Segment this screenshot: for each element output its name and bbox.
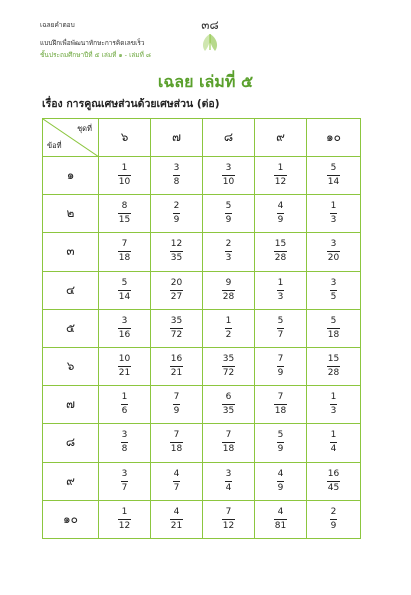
fraction — [118, 239, 131, 264]
numerator: 16 — [327, 468, 340, 479]
fraction-bar — [225, 481, 233, 482]
answer-cell — [255, 347, 307, 385]
table-corner-cell — [43, 119, 99, 157]
fraction — [330, 430, 338, 455]
fraction — [170, 278, 183, 303]
numerator: 3 — [330, 239, 337, 250]
numerator: 2 — [225, 239, 232, 250]
row-header: ๑๐ — [43, 500, 99, 538]
answer-cell — [307, 233, 361, 271]
numerator: 7 — [173, 430, 180, 441]
fraction — [274, 392, 287, 417]
fraction — [330, 507, 338, 532]
denominator: 21 — [170, 520, 183, 531]
fraction — [170, 354, 183, 379]
denominator: 4 — [225, 482, 232, 493]
row-header: ๗ — [43, 386, 99, 424]
fraction — [277, 430, 285, 455]
denominator: 9 — [277, 368, 284, 379]
fraction — [173, 201, 181, 226]
answer-cell — [255, 157, 307, 195]
numerator: 3 — [173, 163, 180, 174]
fraction — [170, 239, 183, 264]
fraction-bar — [173, 213, 181, 214]
answer-table — [42, 118, 361, 539]
denominator: 15 — [118, 215, 131, 226]
fraction — [225, 316, 233, 341]
fraction-bar — [170, 519, 183, 520]
corner-item-label: ข้อที่ — [47, 141, 62, 150]
answer-cell — [203, 500, 255, 538]
numerator: 15 — [327, 354, 340, 365]
fraction — [277, 354, 285, 379]
fraction-bar — [222, 519, 235, 520]
fraction — [327, 239, 340, 264]
numerator: 1 — [277, 163, 284, 174]
fraction-bar — [118, 366, 131, 367]
table-row — [43, 500, 361, 538]
numerator: 3 — [330, 277, 337, 288]
denominator: 4 — [330, 444, 337, 455]
answer-cell — [307, 386, 361, 424]
answer-cell — [307, 271, 361, 309]
fraction — [173, 392, 181, 417]
numerator: 3 — [121, 430, 128, 441]
answer-cell — [151, 386, 203, 424]
fraction — [274, 163, 287, 188]
numerator: 7 — [173, 392, 180, 403]
denominator: 7 — [121, 482, 128, 493]
table-row — [43, 309, 361, 347]
denominator: 72 — [170, 329, 183, 340]
answer-cell — [99, 462, 151, 500]
fraction — [118, 354, 131, 379]
answer-cell — [151, 157, 203, 195]
fraction-bar — [118, 251, 131, 252]
fraction-bar — [173, 481, 181, 482]
numerator: 2 — [173, 201, 180, 212]
numerator: 1 — [277, 277, 284, 288]
fraction — [121, 392, 129, 417]
denominator: 18 — [170, 444, 183, 455]
fraction — [222, 507, 235, 532]
fraction-bar — [277, 290, 285, 291]
denominator: 20 — [327, 253, 340, 264]
denominator: 28 — [274, 253, 287, 264]
row-header: ๘ — [43, 424, 99, 462]
numerator: 3 — [121, 468, 128, 479]
fraction — [277, 316, 285, 341]
fraction-bar — [330, 442, 338, 443]
denominator: 3 — [330, 406, 337, 417]
answer-cell — [151, 462, 203, 500]
fraction-bar — [225, 251, 233, 252]
denominator: 18 — [118, 253, 131, 264]
numerator: 8 — [121, 201, 128, 212]
fraction-bar — [274, 251, 287, 252]
numerator: 3 — [225, 468, 232, 479]
fraction-bar — [118, 328, 131, 329]
fraction-bar — [173, 175, 181, 176]
denominator: 9 — [225, 215, 232, 226]
column-header-set-10: ๑๐ — [307, 119, 361, 157]
fraction — [170, 507, 183, 532]
answer-cell — [307, 424, 361, 462]
answer-cell — [151, 347, 203, 385]
fraction-bar — [274, 175, 287, 176]
numerator: 1 — [330, 201, 337, 212]
numerator: 5 — [330, 163, 337, 174]
denominator: 5 — [330, 291, 337, 302]
fraction-bar — [170, 290, 183, 291]
fraction — [118, 278, 131, 303]
fraction — [327, 354, 340, 379]
fraction-bar — [330, 213, 338, 214]
numerator: 5 — [121, 277, 128, 288]
fraction — [327, 163, 340, 188]
answer-cell — [99, 347, 151, 385]
numerator: 12 — [170, 239, 183, 250]
answer-cell — [307, 347, 361, 385]
numerator: 16 — [170, 354, 183, 365]
fraction — [225, 239, 233, 264]
fraction-bar — [222, 442, 235, 443]
denominator: 21 — [170, 368, 183, 379]
fraction-bar — [118, 290, 131, 291]
numerator: 1 — [225, 315, 232, 326]
denominator: 21 — [118, 368, 131, 379]
answer-cell — [99, 271, 151, 309]
table-row — [43, 233, 361, 271]
fraction-bar — [170, 328, 183, 329]
denominator: 14 — [327, 177, 340, 188]
fraction — [173, 163, 181, 188]
denominator: 10 — [222, 177, 235, 188]
denominator: 3 — [330, 215, 337, 226]
fraction — [118, 201, 131, 226]
row-header: ๔ — [43, 271, 99, 309]
numerator: 1 — [330, 430, 337, 441]
fraction-bar — [222, 404, 235, 405]
answer-cell — [99, 386, 151, 424]
denominator: 72 — [222, 368, 235, 379]
answer-cell — [255, 195, 307, 233]
answer-cell — [255, 309, 307, 347]
answer-cell — [255, 271, 307, 309]
numerator: 5 — [277, 315, 284, 326]
denominator: 18 — [222, 444, 235, 455]
fraction-bar — [170, 251, 183, 252]
numerator: 1 — [121, 506, 128, 517]
numerator: 1 — [330, 392, 337, 403]
answer-cell — [255, 462, 307, 500]
row-header: ๒ — [43, 195, 99, 233]
numerator: 7 — [225, 430, 232, 441]
denominator: 9 — [173, 215, 180, 226]
fraction-bar — [327, 175, 340, 176]
denominator: 35 — [222, 406, 235, 417]
fraction — [121, 430, 129, 455]
numerator: 5 — [330, 315, 337, 326]
numerator: 4 — [277, 468, 284, 479]
fraction — [327, 316, 340, 341]
numerator: 4 — [173, 468, 180, 479]
numerator: 35 — [222, 354, 235, 365]
fraction — [222, 430, 235, 455]
fraction — [330, 392, 338, 417]
fraction-bar — [118, 175, 131, 176]
denominator: 10 — [118, 177, 131, 188]
answer-cell — [307, 157, 361, 195]
fraction-bar — [330, 290, 338, 291]
answer-cell — [203, 233, 255, 271]
table-header-row — [43, 119, 361, 157]
numerator: 35 — [170, 315, 183, 326]
denominator: 45 — [327, 482, 340, 493]
page-number-badge — [191, 12, 229, 52]
table-row — [43, 157, 361, 195]
fraction — [118, 316, 131, 341]
answer-cell — [151, 233, 203, 271]
answer-cell — [151, 195, 203, 233]
answer-cell — [99, 195, 151, 233]
numerator: 3 — [225, 163, 232, 174]
fraction — [222, 278, 235, 303]
answer-cell — [151, 500, 203, 538]
fraction — [274, 507, 287, 532]
answer-cell — [151, 424, 203, 462]
answer-cell — [203, 195, 255, 233]
column-header-set-8: ๘ — [203, 119, 255, 157]
fraction-bar — [225, 213, 233, 214]
numerator: 15 — [274, 239, 287, 250]
fraction-bar — [330, 519, 338, 520]
fraction-bar — [222, 366, 235, 367]
fraction-bar — [277, 366, 285, 367]
table-row — [43, 462, 361, 500]
numerator: 7 — [121, 239, 128, 250]
answer-cell — [203, 309, 255, 347]
answer-cell — [99, 233, 151, 271]
answer-cell — [307, 462, 361, 500]
answer-cell — [151, 271, 203, 309]
fraction-bar — [274, 519, 287, 520]
denominator: 28 — [327, 368, 340, 379]
numerator: 7 — [277, 392, 284, 403]
numerator: 20 — [170, 277, 183, 288]
denominator: 9 — [277, 482, 284, 493]
answer-cell — [203, 386, 255, 424]
numerator: 6 — [225, 392, 232, 403]
fraction-bar — [277, 213, 285, 214]
answer-cell — [99, 309, 151, 347]
fraction-bar — [118, 213, 131, 214]
denominator: 16 — [118, 329, 131, 340]
answer-cell — [255, 424, 307, 462]
column-header-set-6: ๖ — [99, 119, 151, 157]
page-title: เฉลย เล่มที่ ๕ — [157, 72, 254, 91]
row-header: ๓ — [43, 233, 99, 271]
fraction-bar — [277, 442, 285, 443]
fraction — [170, 430, 183, 455]
numerator: 7 — [225, 506, 232, 517]
fraction-bar — [277, 481, 285, 482]
header-grade-range: ชั้นประถมศึกษาปีที่ ๕ เล่มที่ ๑ - เล่มที่ ๘ — [40, 51, 151, 59]
denominator: 12 — [274, 177, 287, 188]
page-header — [40, 12, 380, 72]
denominator: 9 — [173, 406, 180, 417]
denominator: 2 — [225, 329, 232, 340]
numerator: 4 — [277, 201, 284, 212]
fraction-bar — [277, 328, 285, 329]
column-header-set-7: ๗ — [151, 119, 203, 157]
fraction-bar — [222, 175, 235, 176]
table-row — [43, 347, 361, 385]
fraction-bar — [327, 328, 340, 329]
column-header-set-9: ๙ — [255, 119, 307, 157]
answer-cell — [255, 500, 307, 538]
numerator: 4 — [173, 506, 180, 517]
answer-cell — [99, 424, 151, 462]
answer-cell — [255, 386, 307, 424]
denominator: 27 — [170, 291, 183, 302]
denominator: 18 — [274, 406, 287, 417]
row-header: ๑ — [43, 157, 99, 195]
page-subtitle: เรื่อง การคูณเศษส่วนด้วยเศษส่วน (ต่อ) — [42, 98, 220, 110]
corner-set-label: ชุดที่ — [77, 124, 92, 133]
denominator: 7 — [173, 482, 180, 493]
fraction — [277, 278, 285, 303]
row-header: ๙ — [43, 462, 99, 500]
fraction — [225, 201, 233, 226]
answer-cell — [255, 233, 307, 271]
fraction — [170, 316, 183, 341]
numerator: 5 — [277, 430, 284, 441]
fraction-bar — [225, 328, 233, 329]
row-header: ๕ — [43, 309, 99, 347]
answer-cell — [151, 309, 203, 347]
numerator: 9 — [225, 277, 232, 288]
row-header: ๖ — [43, 347, 99, 385]
denominator: 18 — [327, 329, 340, 340]
numerator: 1 — [121, 392, 128, 403]
table-row — [43, 424, 361, 462]
denominator: 14 — [118, 291, 131, 302]
numerator: 2 — [330, 506, 337, 517]
fraction-bar — [327, 481, 340, 482]
table-row — [43, 195, 361, 233]
fraction-bar — [121, 404, 129, 405]
answer-cell — [203, 271, 255, 309]
fraction — [225, 469, 233, 494]
fraction-bar — [222, 290, 235, 291]
numerator: 4 — [277, 506, 284, 517]
numerator: 3 — [121, 315, 128, 326]
fraction-bar — [121, 481, 129, 482]
numerator: 7 — [277, 354, 284, 365]
fraction — [330, 278, 338, 303]
page-number: ๓๘ — [201, 18, 219, 32]
answer-cell — [203, 157, 255, 195]
header-answer-key-label: เฉลยคำตอบ — [40, 21, 75, 29]
fraction-bar — [170, 442, 183, 443]
fraction-bar — [170, 366, 183, 367]
fraction — [277, 469, 285, 494]
denominator: 28 — [222, 291, 235, 302]
fraction-bar — [274, 404, 287, 405]
answer-cell — [307, 195, 361, 233]
fraction — [222, 392, 235, 417]
denominator: 81 — [274, 520, 287, 531]
denominator: 12 — [222, 520, 235, 531]
fraction-bar — [327, 366, 340, 367]
fraction — [222, 163, 235, 188]
answer-cell — [307, 309, 361, 347]
fraction — [277, 201, 285, 226]
table-row — [43, 271, 361, 309]
answer-cell — [307, 500, 361, 538]
denominator: 6 — [121, 406, 128, 417]
denominator: 9 — [277, 444, 284, 455]
denominator: 7 — [277, 329, 284, 340]
fraction — [121, 469, 129, 494]
answer-cell — [203, 462, 255, 500]
fraction — [327, 469, 340, 494]
table-row — [43, 386, 361, 424]
answer-cell — [203, 347, 255, 385]
denominator: 9 — [277, 215, 284, 226]
numerator: 10 — [118, 354, 131, 365]
fraction-bar — [330, 404, 338, 405]
fraction — [274, 239, 287, 264]
numerator: 5 — [225, 201, 232, 212]
numerator: 1 — [121, 163, 128, 174]
fraction — [118, 163, 131, 188]
denominator: 12 — [118, 520, 131, 531]
denominator: 35 — [170, 253, 183, 264]
answer-cell — [99, 500, 151, 538]
denominator: 3 — [225, 253, 232, 264]
denominator: 3 — [277, 291, 284, 302]
denominator: 8 — [173, 177, 180, 188]
header-book-series: แบบฝึกเพื่อพัฒนาทักษะการคิดเลขเร็ว — [40, 39, 145, 47]
denominator: 9 — [330, 520, 337, 531]
fraction — [222, 354, 235, 379]
fraction-bar — [327, 251, 340, 252]
fraction — [330, 201, 338, 226]
fraction-bar — [118, 519, 131, 520]
fraction — [173, 469, 181, 494]
denominator: 8 — [121, 444, 128, 455]
fraction-bar — [173, 404, 181, 405]
fraction-bar — [121, 442, 129, 443]
answer-cell — [99, 157, 151, 195]
answer-cell — [203, 424, 255, 462]
fraction — [118, 507, 131, 532]
